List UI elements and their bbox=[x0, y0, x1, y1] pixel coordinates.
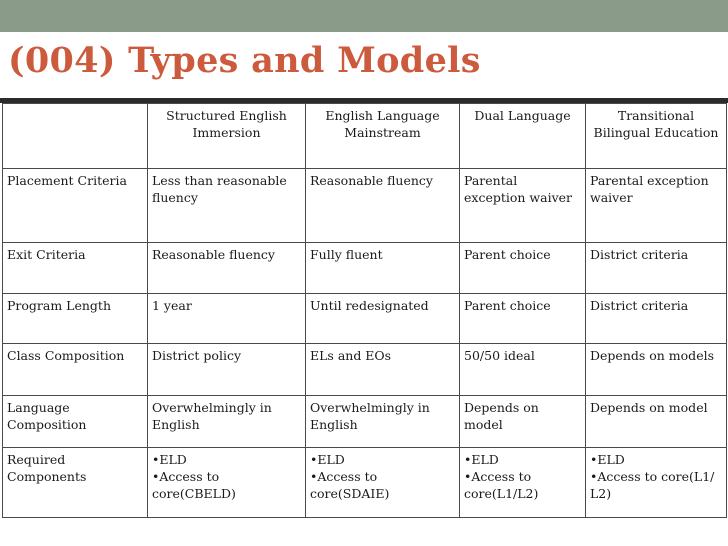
program-models-table bbox=[2, 103, 727, 518]
header-cell-elm: English Language Mainstream bbox=[306, 104, 460, 169]
table-cell: Depends on models bbox=[586, 344, 727, 396]
bullet-line: •ELD bbox=[310, 452, 345, 467]
bullet-line: •Access to core(CBELD) bbox=[152, 469, 236, 501]
table-cell: Parent choice bbox=[460, 243, 586, 294]
table-cell: Depends on model bbox=[586, 396, 727, 448]
slide-title: (004) Types and Models bbox=[8, 40, 481, 81]
table-cell: Parental exception waiver bbox=[460, 169, 586, 243]
header-cell-empty bbox=[3, 104, 148, 169]
table-cell: Overwhelmingly in English bbox=[148, 396, 306, 448]
table-cell: Depends on model bbox=[460, 396, 586, 448]
table-row bbox=[3, 396, 727, 448]
table-header-row bbox=[3, 104, 727, 169]
table-row bbox=[3, 169, 727, 243]
table-cell bbox=[586, 448, 727, 518]
table-cell: 50/50 ideal bbox=[460, 344, 586, 396]
table-cell: Parent choice bbox=[460, 294, 586, 344]
table-cell: Reasonable fluency bbox=[306, 169, 460, 243]
row-label: Exit Criteria bbox=[3, 243, 148, 294]
bullet-line: •Access to core(L1/L2) bbox=[464, 469, 539, 501]
slide-top-bar bbox=[0, 0, 728, 32]
header-cell-sei: Structured English Immersion bbox=[148, 104, 306, 169]
table-cell bbox=[306, 448, 460, 518]
row-label: Required Components bbox=[3, 448, 148, 518]
bullet-line: •ELD bbox=[464, 452, 499, 467]
bullet-line: •Access to core(SDAIE) bbox=[310, 469, 390, 501]
table-cell bbox=[148, 448, 306, 518]
header-cell-dual: Dual Language bbox=[460, 104, 586, 169]
table-cell: Parental exception waiver bbox=[586, 169, 727, 243]
table-cell bbox=[460, 448, 586, 518]
table-cell: Until redesignated bbox=[306, 294, 460, 344]
row-label: Program Length bbox=[3, 294, 148, 344]
table-cell: Fully fluent bbox=[306, 243, 460, 294]
bullet-line: •ELD bbox=[152, 452, 187, 467]
table-cell: District criteria bbox=[586, 243, 727, 294]
table-row bbox=[3, 243, 727, 294]
row-label: Placement Criteria bbox=[3, 169, 148, 243]
table-cell: Less than reasonable fluency bbox=[148, 169, 306, 243]
table-row bbox=[3, 294, 727, 344]
table-cell: District policy bbox=[148, 344, 306, 396]
bullet-line: •Access to core(L1/ L2) bbox=[590, 469, 715, 501]
bullet-line: •ELD bbox=[590, 452, 625, 467]
table-cell: District criteria bbox=[586, 294, 727, 344]
table-cell: Overwhelmingly in English bbox=[306, 396, 460, 448]
table-cell: Reasonable fluency bbox=[148, 243, 306, 294]
table-cell: 1 year bbox=[148, 294, 306, 344]
table-row bbox=[3, 344, 727, 396]
header-cell-tbe: Transitional Bilingual Education bbox=[586, 104, 727, 169]
table-row bbox=[3, 448, 727, 518]
row-label: Class Composition bbox=[3, 344, 148, 396]
table-cell: ELs and EOs bbox=[306, 344, 460, 396]
row-label: Language Composition bbox=[3, 396, 148, 448]
